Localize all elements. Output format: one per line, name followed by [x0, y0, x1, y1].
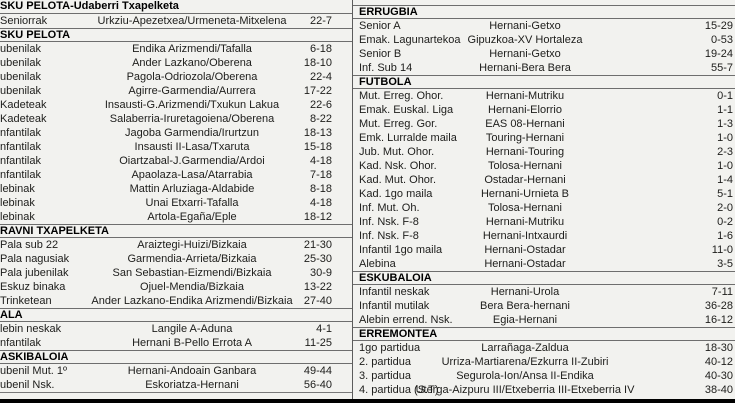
match-score: 22-7	[309, 15, 332, 27]
match-score: 1-0	[717, 132, 733, 144]
category-label: Senior B	[359, 48, 402, 60]
match-teams: Ander Lazkano/Oberena	[132, 57, 252, 69]
match-score: 22-6	[309, 99, 332, 111]
category-label: lebinak	[0, 211, 35, 223]
category-label: Mut. Erreg. Gor.	[359, 118, 438, 130]
category-label: Jub. Mut. Ohor.	[359, 146, 435, 158]
match-score: 18-12	[303, 211, 332, 223]
category-label: Kadeteak	[0, 113, 47, 125]
section-header: SKU PELOTA-Udaberri Txapelketa	[0, 0, 352, 14]
match-score: 1-1	[717, 104, 733, 116]
result-row	[0, 168, 352, 182]
section-header: RAVNI TXAPELKETA	[0, 224, 352, 238]
result-row	[353, 201, 735, 215]
category-label: 3. partidua	[359, 370, 411, 382]
section-header: ERREMONTEA	[353, 327, 735, 341]
match-teams: Unai Etxarri-Tafalla	[145, 197, 239, 209]
result-row	[353, 355, 735, 369]
results-column-right	[353, 0, 735, 397]
match-teams: Hernani-Bera Bera	[479, 62, 571, 74]
category-label: nfantilak	[0, 155, 41, 167]
match-teams: Hernani-Andoain Ganbara	[127, 365, 257, 377]
result-row	[353, 257, 735, 271]
match-teams: Hernani B-Pello Errota A	[132, 337, 252, 349]
match-score: 15-29	[704, 20, 733, 32]
match-score: 11-25	[304, 337, 332, 349]
match-teams: Hernani-Urnieta B	[480, 188, 570, 200]
match-score: 56-40	[303, 379, 332, 391]
result-row	[353, 243, 735, 257]
category-label: Inf. Nsk. F-8	[359, 230, 419, 242]
match-teams: Urriza-Martiarena/Ezkurra II-Zubiri	[441, 356, 609, 368]
result-row	[0, 196, 352, 210]
section-header: SKU PELOTA	[0, 28, 352, 42]
category-label: Emk. Lurralde maila	[359, 132, 457, 144]
result-row	[353, 313, 735, 327]
category-label: Infantil 1go maila	[359, 244, 443, 256]
match-teams: Hernani-Getxo	[489, 48, 561, 60]
match-score: 18-10	[303, 57, 332, 69]
result-row	[0, 112, 352, 126]
match-score: 7-18	[309, 169, 332, 181]
match-score: 8-18	[309, 183, 332, 195]
match-score: 27-40	[303, 295, 332, 307]
category-label: lebin neskak	[0, 323, 62, 335]
category-label: nfantilak	[0, 127, 41, 139]
category-label: Trinketean	[0, 295, 52, 307]
match-score: 40-12	[704, 356, 733, 368]
match-score: 4-1	[316, 323, 332, 335]
result-row	[0, 266, 352, 280]
match-teams: Apaolaza-Lasa/Atarrabia	[131, 169, 253, 181]
match-teams: Hernani-Ostadar	[484, 258, 566, 270]
category-label: ubenilak	[0, 85, 41, 97]
result-row	[353, 47, 735, 61]
match-teams: Gipuzkoa-XV Hortaleza	[467, 34, 583, 46]
result-row	[0, 322, 352, 336]
match-score: 11-0	[711, 244, 733, 256]
match-teams: Uterga-Aizpuru III/Etxeberria III-Etxeberria IV	[415, 384, 635, 396]
match-score: 19-24	[704, 48, 733, 60]
match-score: 4-18	[309, 155, 332, 167]
match-score: 0-2	[717, 216, 733, 228]
category-label: Seniorrak	[0, 15, 48, 27]
match-score: 36-28	[704, 300, 733, 312]
result-row	[353, 187, 735, 201]
match-teams: Hernani-Getxo	[489, 20, 561, 32]
result-row	[0, 126, 352, 140]
result-row	[0, 364, 352, 378]
match-teams: Endika Arizmendi/Tafalla	[132, 43, 252, 55]
section-header: ALA	[0, 308, 352, 322]
match-teams: Larrañaga-Zaldua	[481, 342, 569, 354]
match-teams: Ander Lazkano-Endika Arizmendi/Bizkaia	[91, 295, 293, 307]
match-score: 22-4	[309, 71, 332, 83]
result-row	[0, 154, 352, 168]
result-row	[353, 103, 735, 117]
result-row	[353, 61, 735, 75]
category-label: ubenil Nsk.	[0, 379, 55, 391]
match-teams: Artola-Egaña/Eple	[147, 211, 237, 223]
result-row	[353, 299, 735, 313]
bottom-margin	[0, 403, 735, 413]
match-score: 1-3	[717, 118, 733, 130]
result-row	[0, 294, 352, 308]
match-score: 40-30	[704, 370, 733, 382]
category-label: Emak. Euskal. Liga	[359, 104, 454, 116]
match-score: 38-40	[704, 384, 733, 396]
category-label: Alebin errend. Nsk.	[359, 314, 453, 326]
match-teams: Araiztegi-Huizi/Bizkaia	[137, 239, 247, 251]
category-label: Infantil mutilak	[359, 300, 430, 312]
category-label: Infantil neskak	[359, 286, 430, 298]
result-row	[353, 369, 735, 383]
match-teams: EAS 08-Hernani	[485, 118, 565, 130]
match-teams: Hernani-Elorrio	[488, 104, 562, 116]
match-score: 1-6	[717, 230, 733, 242]
category-label: Pala nagusiak	[0, 253, 70, 265]
category-label: Eskuz binaka	[0, 281, 66, 293]
category-label: Inf. Mut. Oh.	[359, 202, 420, 214]
match-score: 18-30	[704, 342, 733, 354]
results-column-left	[0, 0, 352, 393]
match-teams: Egia-Hernani	[492, 314, 558, 326]
match-teams: Ojuel-Mendia/Bizkaia	[140, 281, 244, 293]
result-row	[353, 19, 735, 33]
category-label: Kad. Nsk. Ohor.	[359, 160, 437, 172]
section-header: ESKUBALOIA	[353, 271, 735, 285]
match-score: 0-53	[710, 34, 733, 46]
result-row	[353, 173, 735, 187]
match-teams: Hernani-Mutriku	[485, 216, 565, 228]
match-teams: Insausti-G.Arizmendi/Txukun Lakua	[104, 99, 280, 111]
result-row	[0, 336, 352, 350]
category-label: nfantilak	[0, 169, 41, 181]
result-row	[353, 159, 735, 173]
match-teams: Tolosa-Hernani	[488, 160, 562, 172]
category-label: ubenil Mut. 1º	[0, 365, 67, 377]
match-score: 13-22	[303, 281, 332, 293]
category-label: Emak. Lagunartekoa	[359, 34, 461, 46]
category-label: Pala jubenilak	[0, 267, 69, 279]
category-label: 4. partidua (S.T)	[359, 384, 439, 396]
result-row	[0, 14, 352, 28]
match-score: 7-11	[711, 286, 733, 298]
column-divider-line	[352, 0, 353, 399]
match-teams: Langile A-Aduna	[151, 323, 233, 335]
match-teams: Salaberria-Iruretagoiena/Oberena	[109, 113, 275, 125]
category-label: Kad. 1go maila	[359, 188, 433, 200]
category-label: Inf. Sub 14	[359, 62, 413, 74]
match-teams: Bera Bera-hernani	[480, 300, 570, 312]
category-label: lebinak	[0, 197, 35, 209]
match-teams: Hernani-Ostadar	[484, 244, 566, 256]
result-row	[353, 145, 735, 159]
match-teams: Hernani-Intxaurdi	[482, 230, 568, 242]
result-row	[0, 140, 352, 154]
match-teams: Hernani-Mutriku	[485, 90, 565, 102]
result-row	[353, 89, 735, 103]
category-label: Kad. Mut. Ohor.	[359, 174, 437, 186]
result-row	[0, 280, 352, 294]
category-label: nfantilak	[0, 141, 41, 153]
category-label: 1go partidua	[359, 342, 421, 354]
result-row	[353, 215, 735, 229]
result-row	[353, 341, 735, 355]
result-row	[0, 238, 352, 252]
match-teams: Jagoba Garmendia/Irurtzun	[125, 127, 259, 139]
match-score: 1-0	[717, 160, 733, 172]
match-score: 49-44	[303, 365, 332, 377]
match-teams: Ostadar-Hernani	[484, 174, 566, 186]
category-label: Pala sub 22	[0, 239, 59, 251]
category-label: ubenilak	[0, 43, 41, 55]
result-row	[353, 229, 735, 243]
result-row	[0, 182, 352, 196]
match-teams: Oiartzabal-J.Garmendia/Ardoi	[119, 155, 265, 167]
match-score: 55-7	[710, 62, 733, 74]
match-teams: Hernani-Urola	[490, 286, 560, 298]
result-row	[353, 285, 735, 299]
result-row	[0, 252, 352, 266]
match-score: 25-30	[303, 253, 332, 265]
match-score: 3-5	[717, 258, 733, 270]
section-header: FUTBOLA	[353, 75, 735, 89]
match-score: 18-13	[303, 127, 332, 139]
category-label: nfantilak	[0, 337, 41, 349]
match-teams: Insausti II-Lasa/Txaruta	[134, 141, 250, 153]
match-score: 6-18	[309, 43, 332, 55]
match-teams: Garmendia-Arrieta/Bizkaia	[127, 253, 257, 265]
match-score: 21-30	[303, 239, 332, 251]
category-label: ubenilak	[0, 71, 41, 83]
section-header: ERRUGBIA	[353, 5, 735, 19]
match-teams: San Sebastian-Eizmendi/Bizkaia	[112, 267, 272, 279]
result-row	[0, 42, 352, 56]
category-label: Mut. Erreg. Ohor.	[359, 90, 444, 102]
match-score: 16-12	[704, 314, 733, 326]
match-score: 30-9	[309, 267, 332, 279]
category-label: 2. partidua	[359, 356, 411, 368]
match-score: 17-22	[303, 85, 332, 97]
match-score: 5-1	[717, 188, 733, 200]
category-label: Inf. Nsk. F-8	[359, 216, 419, 228]
result-row	[353, 33, 735, 47]
category-label: lebinak	[0, 183, 35, 195]
result-row	[353, 383, 735, 397]
match-teams: Pagola-Odriozola/Oberena	[126, 71, 258, 83]
match-score: 2-3	[717, 146, 733, 158]
match-score: 8-22	[309, 113, 332, 125]
match-teams: Tolosa-Hernani	[488, 202, 562, 214]
match-score: 15-18	[303, 141, 332, 153]
category-label: Kadeteak	[0, 99, 47, 111]
section-header: ASKIBALOIA	[0, 350, 352, 364]
result-row	[0, 210, 352, 224]
match-teams: Hernani-Touring	[485, 146, 565, 158]
category-label: Senior A	[359, 20, 401, 32]
category-label: Alebina	[359, 258, 396, 270]
match-teams: Segurola-Ion/Ansa II-Endika	[456, 370, 594, 382]
match-teams: Mattin Arluziaga-Aldabide	[129, 183, 255, 195]
result-row	[0, 98, 352, 112]
match-score: 1-4	[717, 174, 733, 186]
match-teams: Agirre-Garmendia/Aurrera	[128, 85, 256, 97]
result-row	[0, 378, 352, 392]
category-label: ubenilak	[0, 57, 41, 69]
result-row	[0, 84, 352, 98]
result-row	[353, 117, 735, 131]
match-score: 0-1	[717, 90, 733, 102]
result-row	[0, 56, 352, 70]
match-teams: Urkziu-Apezetxea/Urmeneta-Mitxelena	[97, 15, 287, 27]
match-score: 4-18	[309, 197, 332, 209]
match-score: 2-0	[717, 202, 733, 214]
result-row	[0, 70, 352, 84]
match-teams: Touring-Hernani	[485, 132, 565, 144]
result-row	[353, 131, 735, 145]
match-teams: Eskoriatza-Hernani	[145, 379, 239, 391]
